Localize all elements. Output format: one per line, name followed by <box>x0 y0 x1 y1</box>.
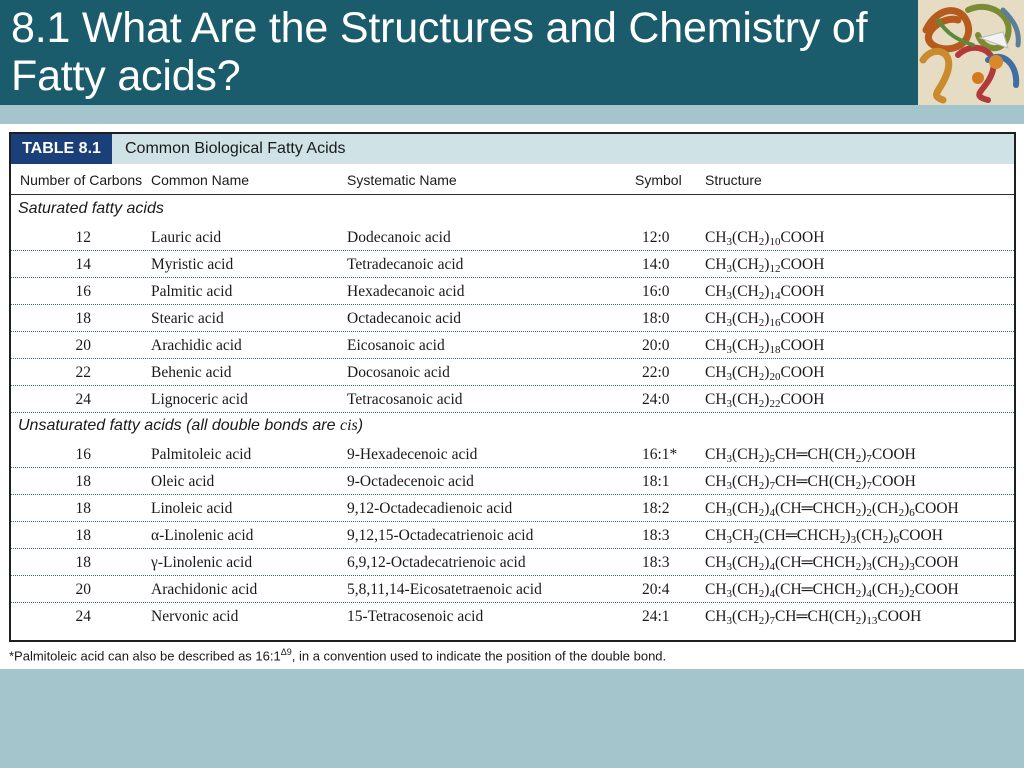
cell-common: Arachidic acid <box>151 337 242 354</box>
cell-structure: $CH_3(CH_2)_{10}COOH$ <box>705 229 825 248</box>
cell-systematic: Octadecanoic acid <box>347 310 462 327</box>
cell-symbol: 16:1* <box>642 446 678 463</box>
cell-common: Myristic acid <box>151 256 234 273</box>
cell-structure: $CH_3(CH_2)_{12}COOH$ <box>705 256 825 275</box>
cell-carbons: 18 <box>75 554 91 571</box>
cell-structure: $CH_3(CH_2)_{22}COOH$ <box>705 391 825 410</box>
cell-common: Lauric acid <box>151 229 222 246</box>
cell-carbons: 24 <box>75 608 91 625</box>
cell-symbol: 18:3 <box>642 554 670 571</box>
column-header-systematic-name: Systematic Name <box>347 172 457 188</box>
table-row <box>11 386 1014 413</box>
cell-carbons: 18 <box>75 500 91 517</box>
cell-structure: $CH_3(CH_2)_7CH═CH(CH_2)_7COOH$ <box>705 473 916 492</box>
table-row <box>11 359 1014 386</box>
cell-symbol: 18:3 <box>642 527 670 544</box>
table-row <box>11 468 1014 495</box>
cell-common: γ-Linolenic acid <box>151 554 253 571</box>
cell-structure: $CH_3CH_2(CH═CHCH_2)_3(CH_2)_6COOH$ <box>705 527 943 546</box>
fatty-acids-table <box>9 132 1016 642</box>
title-bar <box>0 0 918 105</box>
table-row <box>11 441 1014 468</box>
cell-structure: $CH_3(CH_2)_{14}COOH$ <box>705 283 825 302</box>
cell-systematic: Tetracosanoic acid <box>347 391 463 408</box>
table-caption: Common Biological Fatty Acids <box>125 140 346 157</box>
table-row <box>11 576 1014 603</box>
table-row <box>11 522 1014 549</box>
cell-symbol: 18:1 <box>642 473 670 490</box>
cell-carbons: 18 <box>75 527 91 544</box>
cell-systematic: 9-Octadecenoic acid <box>347 473 474 490</box>
cell-carbons: 20 <box>75 581 91 598</box>
cell-systematic: Eicosanoic acid <box>347 337 445 354</box>
group-heading-text: Unsaturated fatty acids (all double bonds are <box>18 417 340 434</box>
column-header-common-name: Common Name <box>151 172 250 188</box>
cell-carbons: 14 <box>75 256 91 273</box>
cell-common: Palmitoleic acid <box>151 446 252 463</box>
cell-structure: $CH_3(CH_2)_4(CH═CHCH_2)_2(CH_2)_6COOH$ <box>705 500 959 519</box>
cell-structure: $CH_3(CH_2)_5CH═CH(CH_2)_7COOH$ <box>705 446 916 465</box>
cell-carbons: 12 <box>75 229 91 246</box>
table-row <box>11 224 1014 251</box>
cell-symbol: 12:0 <box>642 229 670 246</box>
cell-structure: $CH_3(CH_2)_{16}COOH$ <box>705 310 825 329</box>
column-header-structure: Structure <box>705 172 762 188</box>
cell-carbons: 18 <box>75 473 91 490</box>
table-panel <box>0 124 1024 669</box>
cell-common: Palmitic acid <box>151 283 233 300</box>
cell-symbol: 18:2 <box>642 500 670 517</box>
cell-systematic: 6,9,12-Octadecatrienoic acid <box>347 554 526 571</box>
cell-symbol: 16:0 <box>642 283 670 300</box>
group-heading-text: Saturated fatty acids <box>18 200 164 217</box>
cell-symbol: 24:1 <box>642 608 670 625</box>
cell-common: Oleic acid <box>151 473 215 490</box>
protein-ribbon-structure-image <box>918 0 1024 105</box>
group-heading-saturated <box>18 196 164 222</box>
cell-symbol: 14:0 <box>642 256 670 273</box>
cell-carbons: 16 <box>75 446 91 463</box>
cell-systematic: 9,12-Octadecadienoic acid <box>347 500 513 517</box>
cell-symbol: 18:0 <box>642 310 670 327</box>
cell-systematic: Dodecanoic acid <box>347 229 451 246</box>
cell-symbol: 20:0 <box>642 337 670 354</box>
cell-systematic: 9-Hexadecenoic acid <box>347 446 478 463</box>
cell-structure: $CH_3(CH_2)_4(CH═CHCH_2)_3(CH_2)_3COOH$ <box>705 554 959 573</box>
cell-structure: $CH_3(CH_2)_7CH═CH(CH_2)_{13}COOH$ <box>705 608 922 627</box>
header-rule <box>11 194 1014 195</box>
cell-symbol: 22:0 <box>642 364 670 381</box>
cell-systematic: 9,12,15-Octadecatrienoic acid <box>347 527 534 544</box>
table-row <box>11 278 1014 305</box>
cell-common: Lignoceric acid <box>151 391 248 408</box>
cell-carbons: 24 <box>75 391 91 408</box>
table-row <box>11 332 1014 359</box>
table-footnote: *Palmitoleic acid can also be described as $16:1^{\Delta 9}$, in a convention used to indicate the position of the double bond. <box>9 647 667 664</box>
cell-systematic: 5,8,11,14-Eicosatetraenoic acid <box>347 581 542 598</box>
table-row <box>11 251 1014 278</box>
cell-symbol: 24:0 <box>642 391 670 408</box>
cell-common: Nervonic acid <box>151 608 239 625</box>
cell-common: Behenic acid <box>151 364 232 381</box>
slide-title: 8.1 What Are the Structures and Chemistry of Fatty acids? <box>11 4 868 100</box>
column-header-symbol: Symbol <box>635 172 682 188</box>
cell-common: Stearic acid <box>151 310 224 327</box>
table-number-badge: TABLE 8.1 <box>11 134 112 164</box>
cell-carbons: 16 <box>75 283 91 300</box>
table-row <box>11 549 1014 576</box>
column-header-carbons: Number of Carbons <box>20 172 143 188</box>
cell-carbons: 18 <box>75 310 91 327</box>
cell-common: α-Linolenic acid <box>151 527 254 544</box>
cell-symbol: 20:4 <box>642 581 670 598</box>
cell-carbons: 20 <box>75 337 91 354</box>
cell-common: Linoleic acid <box>151 500 233 517</box>
cell-structure: $CH_3(CH_2)_{20}COOH$ <box>705 364 825 383</box>
cell-systematic: Tetradecanoic acid <box>347 256 464 273</box>
cell-structure: $CH_3(CH_2)_4(CH═CHCH_2)_4(CH_2)_2COOH$ <box>705 581 959 600</box>
group-heading-end: ) <box>357 417 364 434</box>
group-heading-emphasis: cis <box>339 417 358 434</box>
cell-systematic: 15-Tetracosenoic acid <box>347 608 484 625</box>
cell-systematic: Hexadecanoic acid <box>347 283 465 300</box>
cell-common: Arachidonic acid <box>151 581 258 598</box>
table-row <box>11 305 1014 332</box>
cell-structure: $CH_3(CH_2)_{18}COOH$ <box>705 337 825 356</box>
cell-carbons: 22 <box>75 364 91 381</box>
group-heading-unsaturated <box>18 413 363 439</box>
table-row <box>11 603 1014 630</box>
cell-systematic: Docosanoic acid <box>347 364 450 381</box>
table-row <box>11 495 1014 522</box>
